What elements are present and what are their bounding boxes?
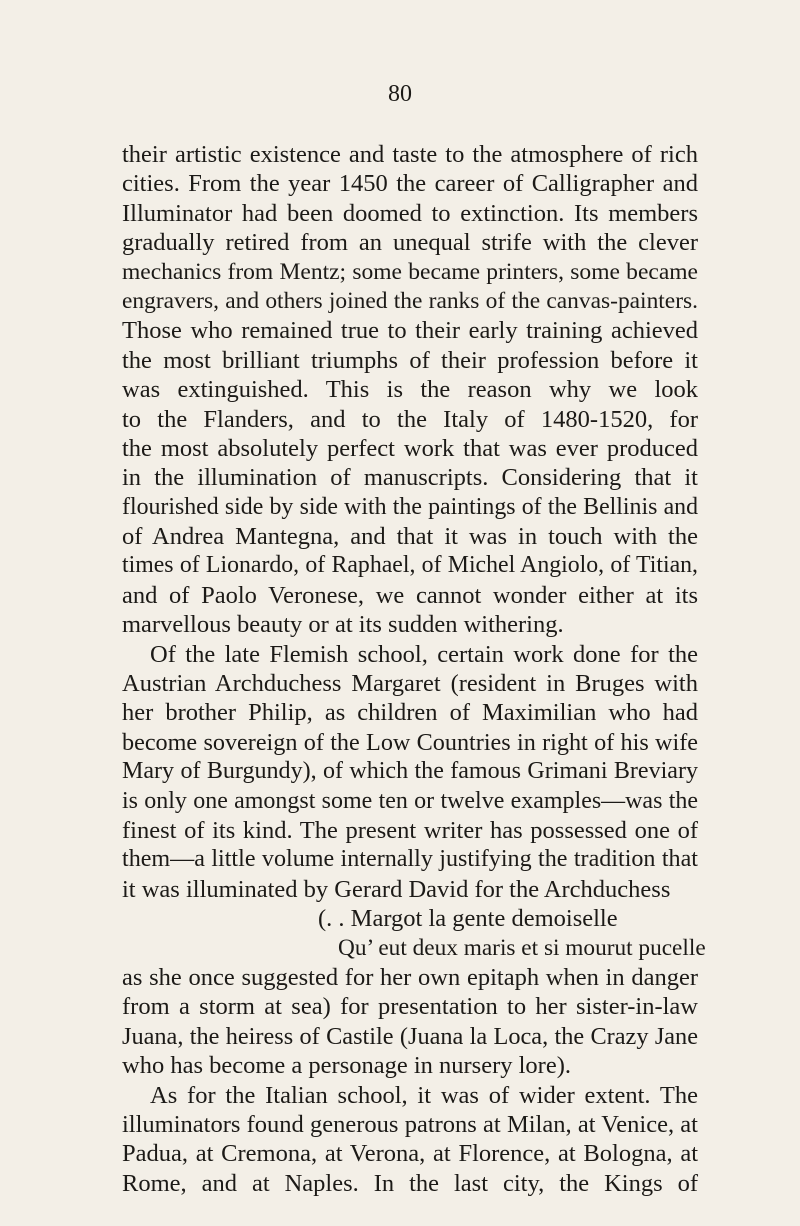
text-line: cities. From the year 1450 the career of Calligrapher and	[122, 170, 698, 198]
text-line: of Andrea Mantegna, and that it was in touch with the	[122, 523, 698, 551]
text-line: marvellous beauty or at its sudden withering.	[122, 611, 564, 639]
text-line: gradually retired from an unequal strife with the clever	[122, 229, 698, 257]
text-line: Austrian Archduchess Margaret (resident in Bruges with	[122, 670, 698, 698]
text-line: finest of its kind. The present writer has possessed one of	[122, 816, 698, 844]
verse-line: (. . Margot la gente demoiselle	[318, 905, 618, 933]
text-line: from a storm at sea) for presentation to her sister-in-law	[122, 993, 698, 1021]
text-line: become sovereign of the Low Countries in right of his wife	[122, 728, 698, 756]
text-line: was extinguished. This is the reason why we look	[122, 376, 698, 404]
text-line: Illuminator had been doomed to extinction. Its members	[122, 199, 698, 227]
verse-line: Qu’ eut deux maris et si mourut pucelle	[338, 934, 706, 961]
text-line: them—a little volume internally justifying the tradition that	[122, 846, 698, 873]
page-number: 80	[388, 81, 412, 107]
text-line: Those who remained true to their early training achieved	[122, 317, 698, 345]
text-line: As for the Italian school, it was of wider extent. The	[150, 1081, 698, 1109]
text-line: and of Paolo Veronese, we cannot wonder either at its	[122, 581, 698, 609]
text-line: Juana, the heiress of Castile (Juana la Loca, the Crazy Jane	[122, 1022, 698, 1050]
text-line: the most brilliant triumphs of their profession before it	[122, 346, 698, 374]
text-line: the most absolutely perfect work that was ever produced	[122, 434, 698, 462]
text-line: Mary of Burgundy), of which the famous Grimani Breviary	[122, 758, 698, 785]
text-line: in the illumination of manuscripts. Considering that it	[122, 464, 698, 492]
text-line: times of Lionardo, of Raphael, of Michel Angiolo, of Titian,	[122, 552, 698, 579]
text-line: Rome, and at Naples. In the last city, the Kings of	[122, 1169, 698, 1197]
text-line: her brother Philip, as children of Maximilian who had	[122, 699, 698, 727]
text-line: Padua, at Cremona, at Verona, at Florence, at Bologna, at	[122, 1140, 698, 1168]
text-line: mechanics from Mentz; some became printers, some became	[122, 258, 698, 285]
text-line: engravers, and others joined the ranks of the canvas-painters.	[122, 287, 698, 314]
text-line: who has become a personage in nursery lore).	[122, 1052, 572, 1080]
text-line: is only one amongst some ten or twelve examples—was the	[122, 787, 698, 814]
text-line: as she once suggested for her own epitaph when in danger	[122, 963, 698, 991]
text-line: it was illuminated by Gerard David for the Archduchess	[122, 875, 671, 903]
text-line: illuminators found generous patrons at Milan, at Venice, at	[122, 1110, 698, 1138]
text-line: flourished side by side with the paintings of the Bellinis and	[122, 493, 698, 520]
text-line: to the Flanders, and to the Italy of 1480-1520, for	[122, 405, 698, 433]
text-line: their artistic existence and taste to the atmosphere of rich	[122, 141, 698, 168]
body-text	[122, 140, 706, 1198]
text-line: Of the late Flemish school, certain work done for the	[150, 640, 698, 668]
